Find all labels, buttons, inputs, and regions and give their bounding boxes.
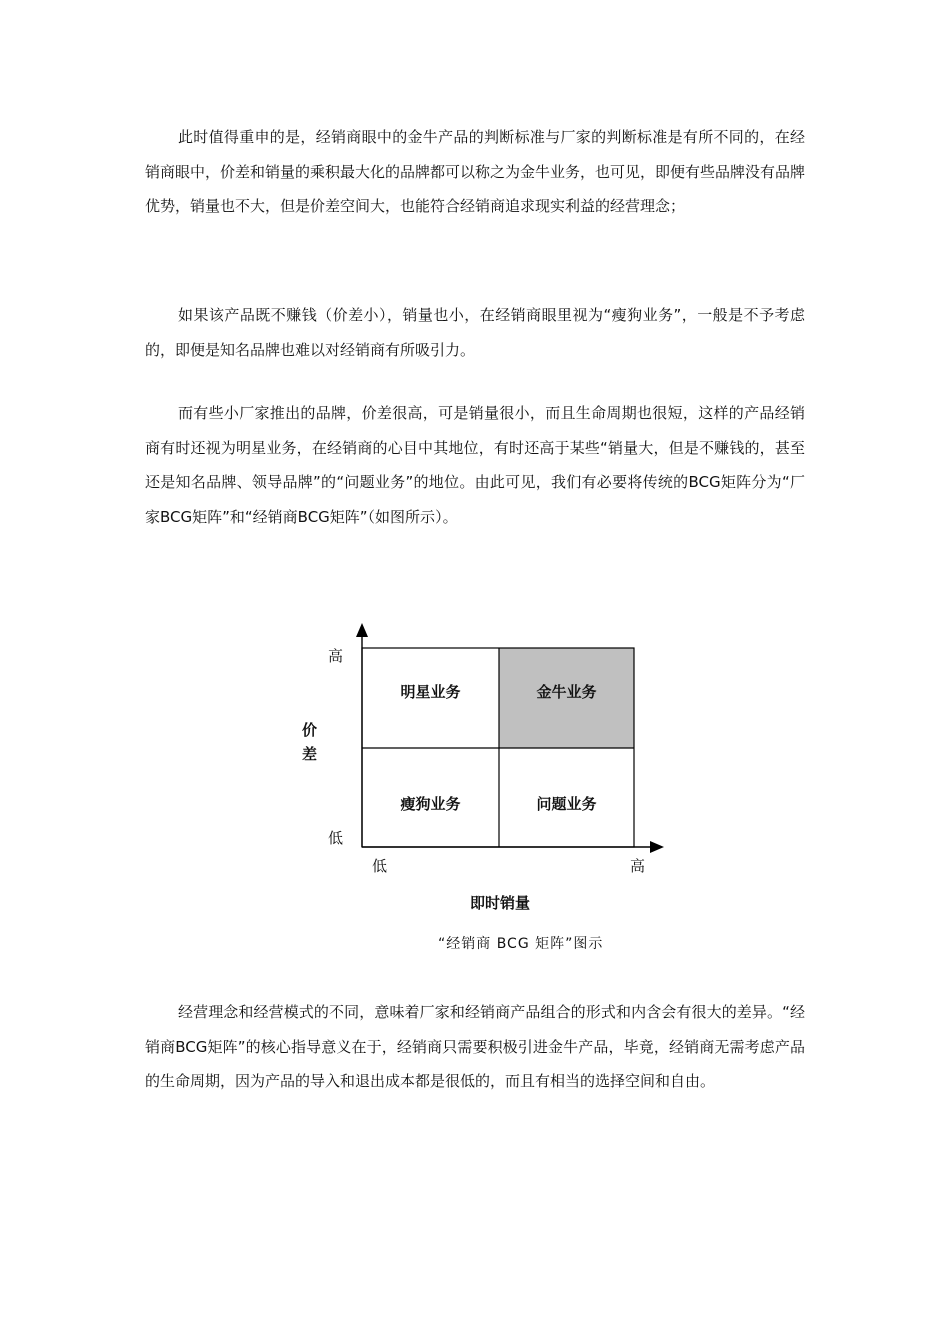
y-axis-high-label: 高 — [328, 647, 344, 665]
cell-dog-label: 瘦狗业务 — [400, 795, 461, 813]
bcg-matrix-figure — [290, 615, 690, 965]
paragraph-dealer-bcg-significance: 经营理念和经营模式的不同，意味着厂家和经销商产品组合的形式和内含会有很大的差异。“经销商BCG矩阵”的核心指导意义在于，经销商只需要积极引进金牛产品，毕竟，经销商无需考虑产品的生命周期，因为产品的导入和退出成本都是很低的，而且有相当的选择空间和自由。 — [145, 1003, 805, 1090]
figure-caption: “经销商 BCG 矩阵”图示 — [438, 936, 604, 952]
y-axis-title-char-2: 差 — [302, 745, 318, 763]
paragraph-cash-cow-criteria: 此时值得重申的是，经销商眼中的金牛产品的判断标准与厂家的判断标准是有所不同的，在经销商眼中，价差和销量的乘积最大化的品牌都可以称之为金牛业务，也可见，即便有些品牌没有品牌优势，销量也不大，但是价差空间大，也能符合经销商追求现实利益的经营理念； — [145, 128, 806, 215]
x-axis-arrowhead — [650, 841, 664, 853]
y-axis-arrowhead — [356, 623, 368, 637]
paragraph-dog-business: 如果该产品既不赚钱（价差小），销量也小，在经销商眼里视为“瘦狗业务”，一般是不予考虑的，即便是知名品牌也难以对经销商有所吸引力。 — [145, 306, 805, 359]
x-axis-title: 即时销量 — [470, 894, 531, 912]
cell-cash-cow-label: 金牛业务 — [536, 683, 597, 701]
paragraph-star-business: 而有些小厂家推出的品牌，价差很高，可是销量很小，而且生命周期也很短，这样的产品经销商有时还视为明星业务，在经销商的心目中其地位，有时还高于某些“销量大，但是不赚钱的，甚至还是知名品牌、领导品牌”的“问题业务”的地位。由此可见，我们有必要将传统的BCG矩阵分为“厂家BCG矩阵”和“经销商BCG矩阵”（如图所示）。 — [145, 404, 805, 526]
cell-question-label: 问题业务 — [536, 795, 597, 813]
x-axis-high-label: 高 — [630, 857, 646, 875]
y-axis-title-char-1: 价 — [302, 721, 318, 739]
cell-star-label: 明星业务 — [400, 683, 461, 701]
y-axis-low-label: 低 — [328, 829, 344, 847]
x-axis-low-label: 低 — [372, 857, 388, 875]
